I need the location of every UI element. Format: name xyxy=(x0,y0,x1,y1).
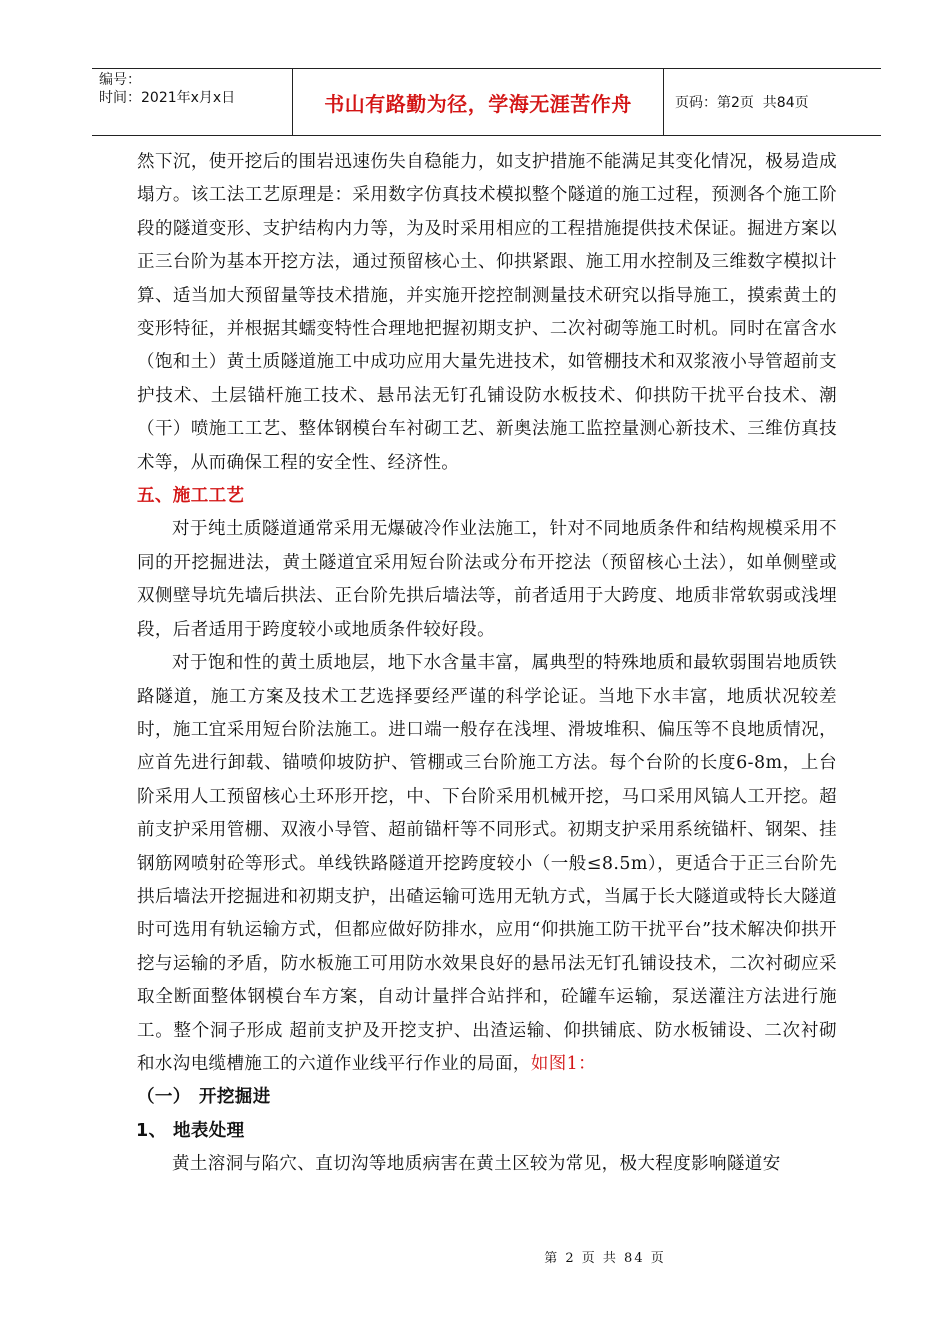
section-heading: 五、施工工艺 xyxy=(137,486,245,507)
subsection-number: （一） xyxy=(137,1087,191,1108)
time-label: 时间：2021年x月x日 xyxy=(99,90,236,106)
page-header xyxy=(92,68,881,136)
page-footer: 第 2 页 共 84 页 xyxy=(544,1251,666,1266)
subsection-heading xyxy=(137,1081,837,1114)
document-body xyxy=(137,146,837,1182)
header-page-info: 页码：第2页 共84页 xyxy=(675,95,809,111)
serial-label: 编号： xyxy=(99,72,141,88)
header-meta xyxy=(92,69,293,135)
paragraph xyxy=(137,647,837,1081)
item-heading: 1、 地表处理 xyxy=(136,1120,245,1141)
paragraph-text: 对于饱和性的黄土质地层，地下水含量丰富，属典型的特殊地质和最软弱围岩地质铁路隧道，施工方案及技术工艺选择要经严谨的科学论证。当地下水丰富，地质状况较差时，施工宜采用短台阶法施工。进口端一般存在浅埋、滑坡堆积、偏压等不良地质情况，应首先进行卸载、锚喷仰坡防护、管棚或三台阶施工方法。每个台阶的长度6-8m，上台阶采用人工预留核心土环形开挖，中、下台阶采用机械开挖，马口采用风镐人工开挖。超前支护采用管棚、双液小导管、超前锚杆等不同形式。初期支护采用系统锚杆、钢架、挂钢筋网喷射砼等形式。单线铁路隧道开挖跨度较小（一般≤8.5m），更适合于正三台阶先拱后墙法开挖掘进和初期支护，出碴运输可选用无轨方式，当属于长大隧道或特长大隧道时可选用有轨运输方式，但都应做好防排水，应用“仰拱施工防干扰平台”技术解决仰拱开挖与运输的矛盾，防水板施工可用防水效果良好的悬吊法无钉孔铺设技术，二次衬砌应采取全断面整体钢模台车方案，自动计量拌合站拌和，砼罐车运输，泵送灌注方法进行施工。整个洞子形成 超前支护及开挖支护、出渣运输、仰拱铺底、防水板铺设、二次衬砌和水沟电缆槽施工的六道作业线平行作业的局面， xyxy=(137,653,837,1074)
header-motto: 书山有路勤为径，学海无涯苦作舟 xyxy=(293,69,664,135)
paragraph: 对于纯土质隧道通常采用无爆破冷作业法施工，针对不同地质条件和结构规模采用不同的开挖掘进法，黄土隧道宜采用短台阶法或分布开挖法（预留核心土法），如单侧壁或双侧壁导坑先墙后拱法、正台阶先拱后墙法等，前者适用于大跨度、地质非常软弱或浅埋段，后者适用于跨度较小或地质条件较好段。 xyxy=(137,519,837,640)
paragraph-continued: 然下沉，使开挖后的围岩迅速伤失自稳能力，如支护措施不能满足其变化情况，极易造成塌方。该工法工艺原理是：采用数字仿真技术模拟整个隧道的施工过程，预测各个施工阶段的隧道变形、支护结构内力等，为及时采用相应的工程措施提供技术保证。掘进方案以正三台阶为基本开挖方法，通过预留核心土、仰拱紧跟、施工用水控制及三维数字模拟计算、适当加大预留量等技术措施，并实施开挖控制测量技术研究以指导施工，摸索黄土的变形特征，并根据其蠕变特性合理地把握初期支护、二次衬砌等施工时机。同时在富含水（饱和土）黄土质隧道施工中成功应用大量先进技术，如管棚技术和双浆液小导管超前支护技术、土层锚杆施工技术、悬吊法无钉孔铺设防水板技术、仰拱防干扰平台技术、潮（干）喷施工工艺、整体钢模台车衬砌工艺、新奥法施工监控量测心新技术、三维仿真技术等，从而确保工程的安全性、经济性。 xyxy=(137,152,837,473)
subsection-title: 开挖掘进 xyxy=(199,1087,271,1108)
paragraph: 黄土溶洞与陷穴、直切沟等地质病害在黄土区较为常见，极大程度影响隧道安 xyxy=(172,1154,781,1175)
figure-reference: 如图1： xyxy=(530,1053,597,1074)
